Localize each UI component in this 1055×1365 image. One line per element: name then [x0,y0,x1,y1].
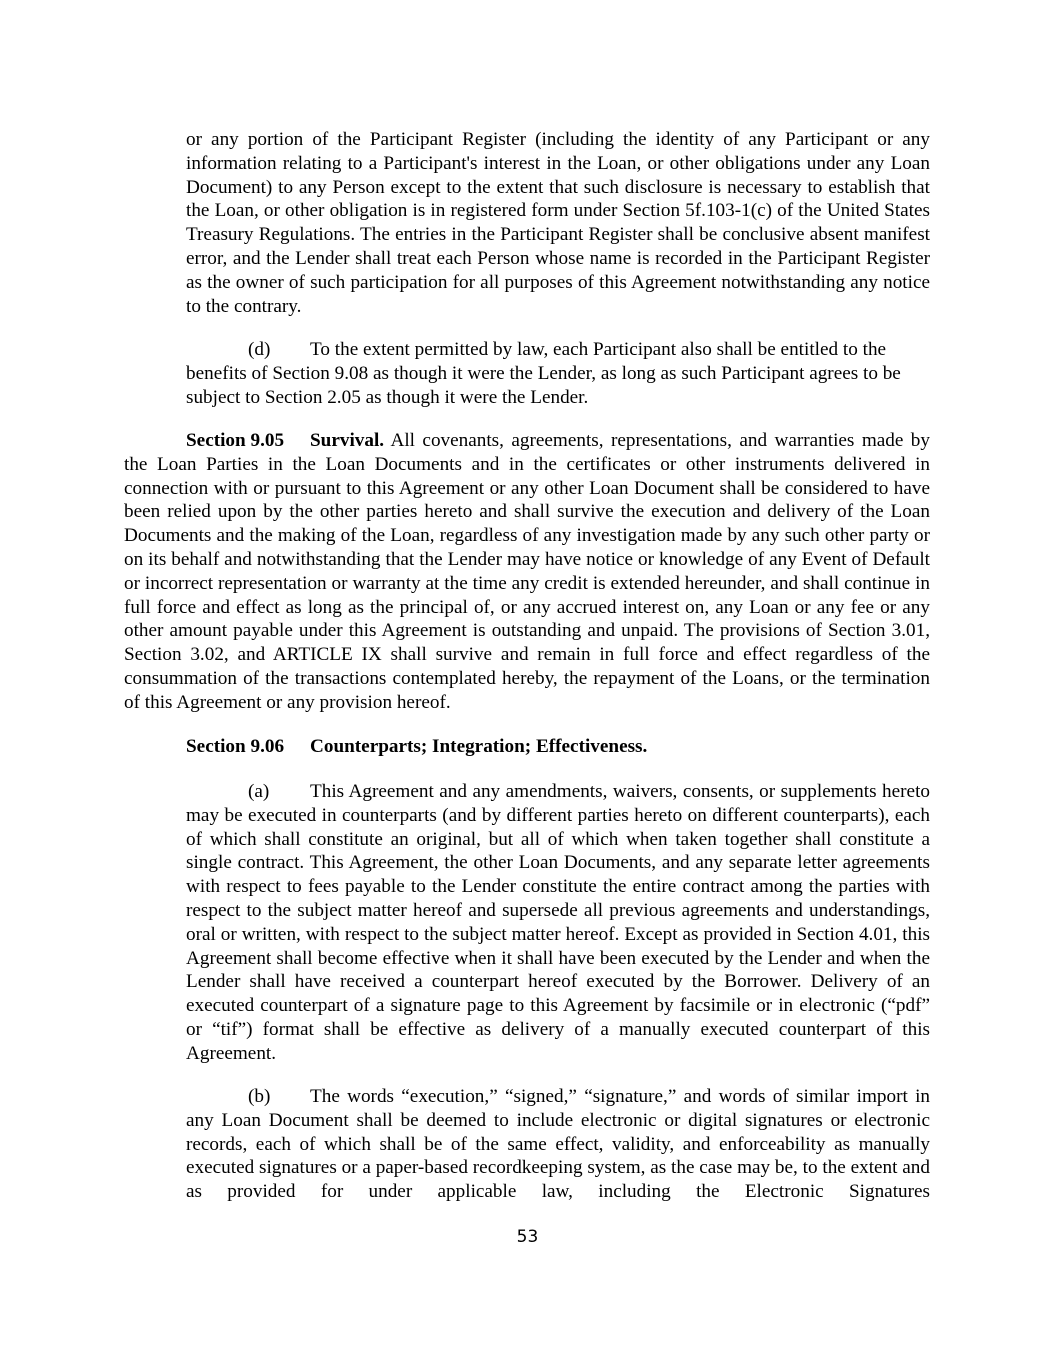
paragraph-d-label: (d) [248,339,271,360]
section-9-06-number: Section 9.06 [186,736,285,757]
paragraph-b-text: The words “execution,” “signed,” “signature,” and words of similar import in any Loan Document shall be deemed to include electronic or digital signatures or electronic records, each of which shall be of the same effect, validity, and enforceability as manually executed signatures or a paper-based recordkeeping system, as the case may be, to the extent and as provided for under applicable law, including the Electronic Signatures [186,1086,930,1203]
page-number: 53 [516,1227,539,1247]
section-9-05-paragraph [124,429,930,715]
paragraph-d [186,338,930,409]
participant-register-paragraph-continuation: or any portion of the Participant Register (including the identity of any Participant or any information relating to a Participant's interest in the Loan, or other obligations under any Loan Document) to any Person except to the extent that such disclosure is necessary to establish that the Loan, or other obligation is in registered form under Section 5f.103-1(c) of the United States Treasury Regulations. The entries in the Participant Register shall be conclusive absent manifest error, and the Lender shall treat each Person whose name is recorded in the Participant Register as the owner of such participation for all purposes of this Agreement notwithstanding any notice to the contrary. [186,129,930,317]
section-9-06-heading [186,735,930,759]
section-9-05-number: Section 9.05 [186,430,285,451]
paragraph-a-label: (a) [248,781,270,802]
section-9-05-text: All covenants, agreements, representations, and warranties made by the Loan Parties in the Loan Documents and in the certificates or other instruments delivered in connection with or pursuant to this Agreement or any other Loan Document shall be considered to have been relied upon by the other parties hereto and shall survive the execution and delivery of the Loan Documents and the making of the Loan, regardless of any investigation made by any such other party or on its behalf and notwithstanding that the Lender may have notice or knowledge of any Event of Default or incorrect representation or warranty at the time any credit is extended hereunder, and shall continue in full force and effect as long as the principal of, or any accrued interest on, any Loan or any fee or any other amount payable under this Agreement is outstanding and unpaid. The provisions of Section 3.01, Section 3.02, and ARTICLE IX shall survive and remain in full force and effect regardless of the consummation of the transactions contemplated hereby, the repayment of the Loans, or the termination of this Agreement or any provision hereof. [124,430,930,713]
section-9-06-paragraph-b [186,1085,930,1204]
section-9-05-title: Survival. [310,430,385,451]
section-9-06-paragraph-a [186,780,930,1066]
paragraph-b-label: (b) [248,1086,271,1107]
paragraph-d-text: To the extent permitted by law, each Participant also shall be entitled to the benefits of Section 9.08 as though it were the Lender, as long as such Participant agrees to be subject to Section 2.05 as though it were the Lender. [186,339,901,408]
section-9-06-title: Counterparts; Integration; Effectiveness. [310,736,648,757]
paragraph-a-text: This Agreement and any amendments, waivers, consents, or supplements hereto may be executed in counterparts (and by different parties hereto on different counterparts), each of which shall constitute an original, but all of which when taken together shall constitute a single contract. This Agreement, the other Loan Documents, and any separate letter agreements with respect to fees payable to the Lender constitute the entire contract among the parties with respect to the subject matter hereof and supersede all previous agreements and understandings, oral or written, with respect to the subject matter hereof. Except as provided in Section 4.01, this Agreement shall become effective when it shall have been executed by the Lender and when the Lender shall have received a counterpart hereof executed by the Borrower. Delivery of an executed counterpart of a signature page to this Agreement by facsimile or in electronic (“pdf” or “tif”) format shall be effective as delivery of a manually executed counterpart of this Agreement. [186,781,930,1064]
